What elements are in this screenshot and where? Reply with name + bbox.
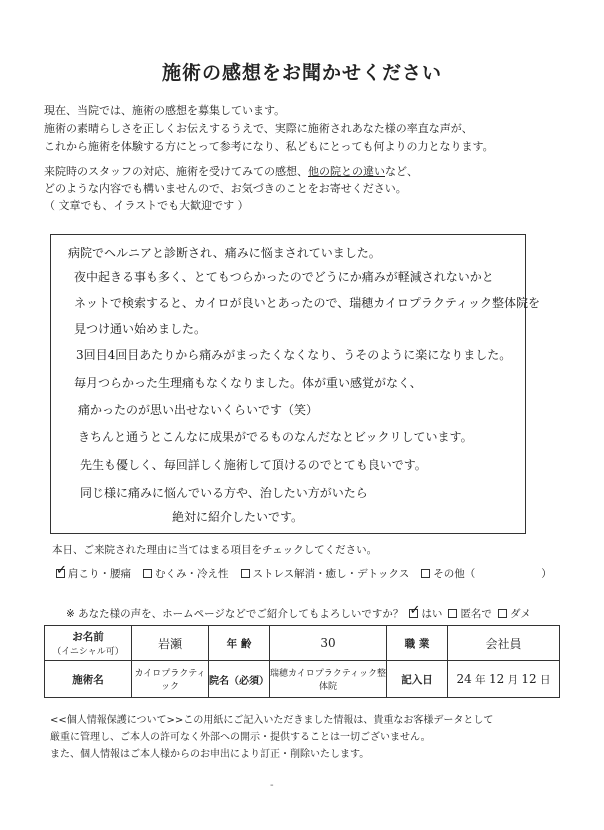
page-title: 施術の感想をお聞かせください	[161, 62, 442, 84]
intro-line: （ 文章でも、イラストでも大歓迎です ）	[44, 199, 249, 212]
checkbox[interactable]	[56, 563, 67, 578]
checkbox[interactable]	[448, 609, 457, 618]
date-value[interactable]	[448, 661, 560, 698]
date-label: 記入日	[387, 661, 448, 698]
comment-line: 見つけ通い始めました。	[74, 322, 207, 336]
comment-line: 夜中起きる事も多く、とてもつらかったのでどうにか痛みが軽減されないかと	[74, 270, 494, 284]
reason-label: むくみ・冷え性	[155, 568, 229, 580]
intro-line	[44, 163, 574, 180]
reason-option[interactable]	[421, 566, 552, 581]
privacy-notice	[50, 712, 560, 763]
clinic-value[interactable]: 瑞穂カイロプラクティック整体院	[270, 661, 387, 698]
consent-label: ダメ	[509, 608, 531, 620]
consent-option[interactable]	[448, 606, 492, 621]
treatment-label: 施術名	[45, 661, 132, 698]
date-month: 12	[488, 671, 505, 686]
info-row	[45, 661, 560, 698]
intro-line: どのような内容でも構いませんので、お気づきのことをお寄せください。	[44, 182, 407, 195]
intro-line: 施術の素晴らしさを正しくお伝えするうえで、実際に施術されあなた様の率直な声が、	[44, 122, 473, 135]
checkbox[interactable]	[241, 569, 250, 578]
intro-line: これから施術を体験する方にとって参考になり、私どもにとっても何よりの力となります。	[44, 140, 494, 153]
date-day-unit: 日	[540, 673, 551, 686]
comment-line: ネットで検索すると、カイロが良いとあったので、瑞穂カイロプラクティック整体院を	[74, 296, 540, 310]
job-label: 職 業	[387, 626, 448, 661]
checkbox[interactable]	[498, 609, 507, 618]
treatment-value[interactable]: カイロプラクティック	[132, 661, 209, 698]
reason-label: 肩こり・腰痛	[68, 568, 131, 580]
consent-label: 匿名で	[460, 608, 492, 620]
consent-question: ※ あなた様の声を、ホームページなどでご紹介してもよろしいですか？	[66, 608, 404, 620]
checkbox[interactable]	[421, 569, 430, 578]
intro-line: 現在、当院では、施術の感想を募集しています。	[44, 104, 286, 117]
consent-row	[66, 603, 531, 621]
comment-line: 同じ様に痛みに悩んでいる方や、治したい方がいたら	[80, 486, 368, 500]
reason-question: 本日、ご来院された理由に当てはまる項目をチェックしてください。	[52, 544, 378, 556]
comment-line: 病院でヘルニアと診断され、痛みに悩まされていました。	[68, 246, 381, 260]
age-label: 年 齢	[209, 626, 270, 661]
reason-option[interactable]	[56, 563, 131, 581]
checkbox[interactable]	[143, 569, 152, 578]
comment-line: きちんと通うとこんなに成果がでるものなんだなとビックリしています。	[78, 430, 473, 444]
comment-line: 先生も優しく、毎回詳しく施術して頂けるのでとても良いです。	[80, 458, 427, 472]
info-table	[44, 625, 560, 698]
consent-option[interactable]	[498, 606, 531, 621]
intro-text	[44, 102, 564, 156]
comment-line: 絶対に紹介したいです。	[172, 510, 304, 524]
privacy-line: また、個人情報はご本人様からのお申出により訂正・削除いたします。	[50, 749, 370, 760]
comment-line: 毎月つらかった生理痛もなくなりました。体が重い感覚がなく、	[74, 376, 422, 390]
intro-request-text	[44, 163, 574, 214]
comment-line: 痛かったのが思い出せないくらいです（笑）	[78, 403, 319, 417]
name-label-cell	[45, 626, 132, 661]
reason-label: ストレス解消・癒し・デトックス	[252, 568, 410, 580]
consent-label: はい	[421, 608, 443, 620]
checkbox[interactable]	[409, 603, 421, 618]
info-row	[45, 626, 560, 661]
name-sublabel: （イニシャル可）	[52, 647, 124, 657]
privacy-line: 厳重に管理し、ご本人の許可なく外部への開示・提供することは一切ございません。	[50, 732, 431, 743]
date-day: 12	[521, 671, 537, 686]
privacy-line: <<個人情報保護について>>この用紙にご記入いただきました情報は、貴重なお客様データとして	[50, 715, 494, 726]
intro-line-part: 来院時のスタッフの対応、施術を受けてみての感想、	[44, 165, 308, 178]
date-month-unit: 月	[507, 673, 519, 686]
check-mark-icon: ✓	[409, 603, 421, 618]
reason-checklist	[56, 563, 552, 581]
intro-line-underlined: 他の院との違い	[308, 165, 385, 178]
reason-option[interactable]	[143, 566, 229, 581]
name-value[interactable]: 岩瀬	[132, 626, 209, 661]
comment-line: 3回目4回目あたりから痛みがまったくなくなり、うそのように楽になりました。	[76, 348, 512, 362]
job-value[interactable]: 会社員	[448, 626, 560, 661]
age-value[interactable]: 30	[270, 626, 387, 661]
reason-close-paren: ）	[541, 568, 552, 580]
intro-line-part: など、	[385, 165, 418, 178]
reason-label: その他（	[433, 568, 476, 580]
consent-option[interactable]	[409, 603, 443, 621]
name-label: お名前	[72, 631, 104, 643]
date-year-unit: 年	[475, 673, 486, 686]
check-mark-icon: ✓	[56, 563, 67, 578]
clinic-label: 院名（必須）	[209, 661, 270, 698]
footer-mark: -	[270, 780, 274, 791]
date-year: 24	[456, 671, 472, 686]
reason-option[interactable]	[241, 566, 410, 581]
